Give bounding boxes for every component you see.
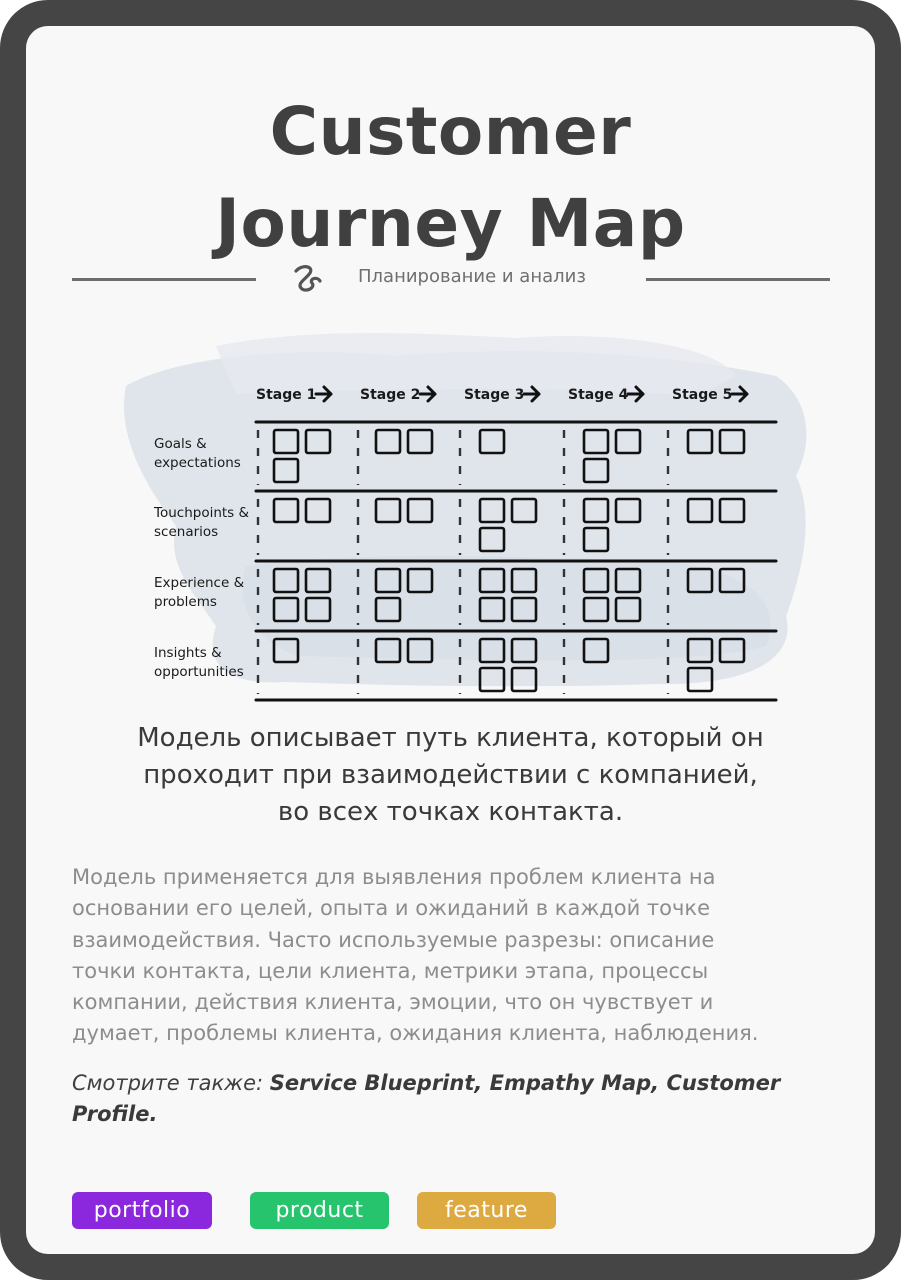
see-also-links: Service Blueprint, Empathy Map, Customer Profile. [72,1071,781,1126]
stage-label: Stage 2 [360,387,421,403]
row-label: problems [154,594,217,610]
tag-product[interactable]: product [250,1192,389,1229]
lead-text [66,720,835,831]
description-line: компании, действия клиента, эмоции, что он чувствует и [72,990,714,1015]
divider-right [646,278,830,281]
description-line: взаимодействия. Часто используемые разрезы: описание [72,927,715,952]
see-also-label: Смотрите также: [72,1071,270,1095]
title-line-2: Journey Map [215,185,686,262]
tag-feature[interactable]: feature [417,1192,556,1229]
journey-map-diagram [96,316,816,706]
stage-label: Stage 4 [568,387,629,403]
stage-label: Stage 5 [672,387,733,403]
method-card [26,26,875,1254]
tag-portfolio[interactable]: portfolio [72,1192,212,1229]
row-label: Experience & [154,575,245,591]
divider-left [72,278,256,281]
row-label: Touchpoints & [154,505,250,521]
category-label: Планирование и анализ [358,266,586,287]
lead-line: Модель описывает путь клиента, который он [137,723,764,753]
row-label: Goals & [154,436,207,452]
lead-line: проходит при взаимодействии с компанией, [143,760,758,790]
description-text [72,862,832,1050]
row-label: expectations [154,455,241,471]
see-also [72,1068,832,1130]
row-label: scenarios [154,524,219,540]
squiggle-icon [292,262,324,298]
description-line: точки контакта, цели клиента, метрики этапа, процессы [72,958,709,983]
stage-label: Stage 3 [464,387,525,403]
description-line: основании его целей, опыта и ожиданий в каждой точке [72,896,711,921]
row-label: opportunities [154,664,244,680]
description-line: думает, проблемы клиента, ожидания клиента, наблюдения. [72,1021,759,1046]
row-label: Insights & [154,645,222,661]
lead-line: во всех точках контакта. [277,797,624,827]
stage-label: Stage 1 [256,387,317,403]
title-line-1: Customer [269,93,632,170]
card-title [26,86,875,270]
description-line: Модель применяется для выявления проблем клиента на [72,865,716,889]
